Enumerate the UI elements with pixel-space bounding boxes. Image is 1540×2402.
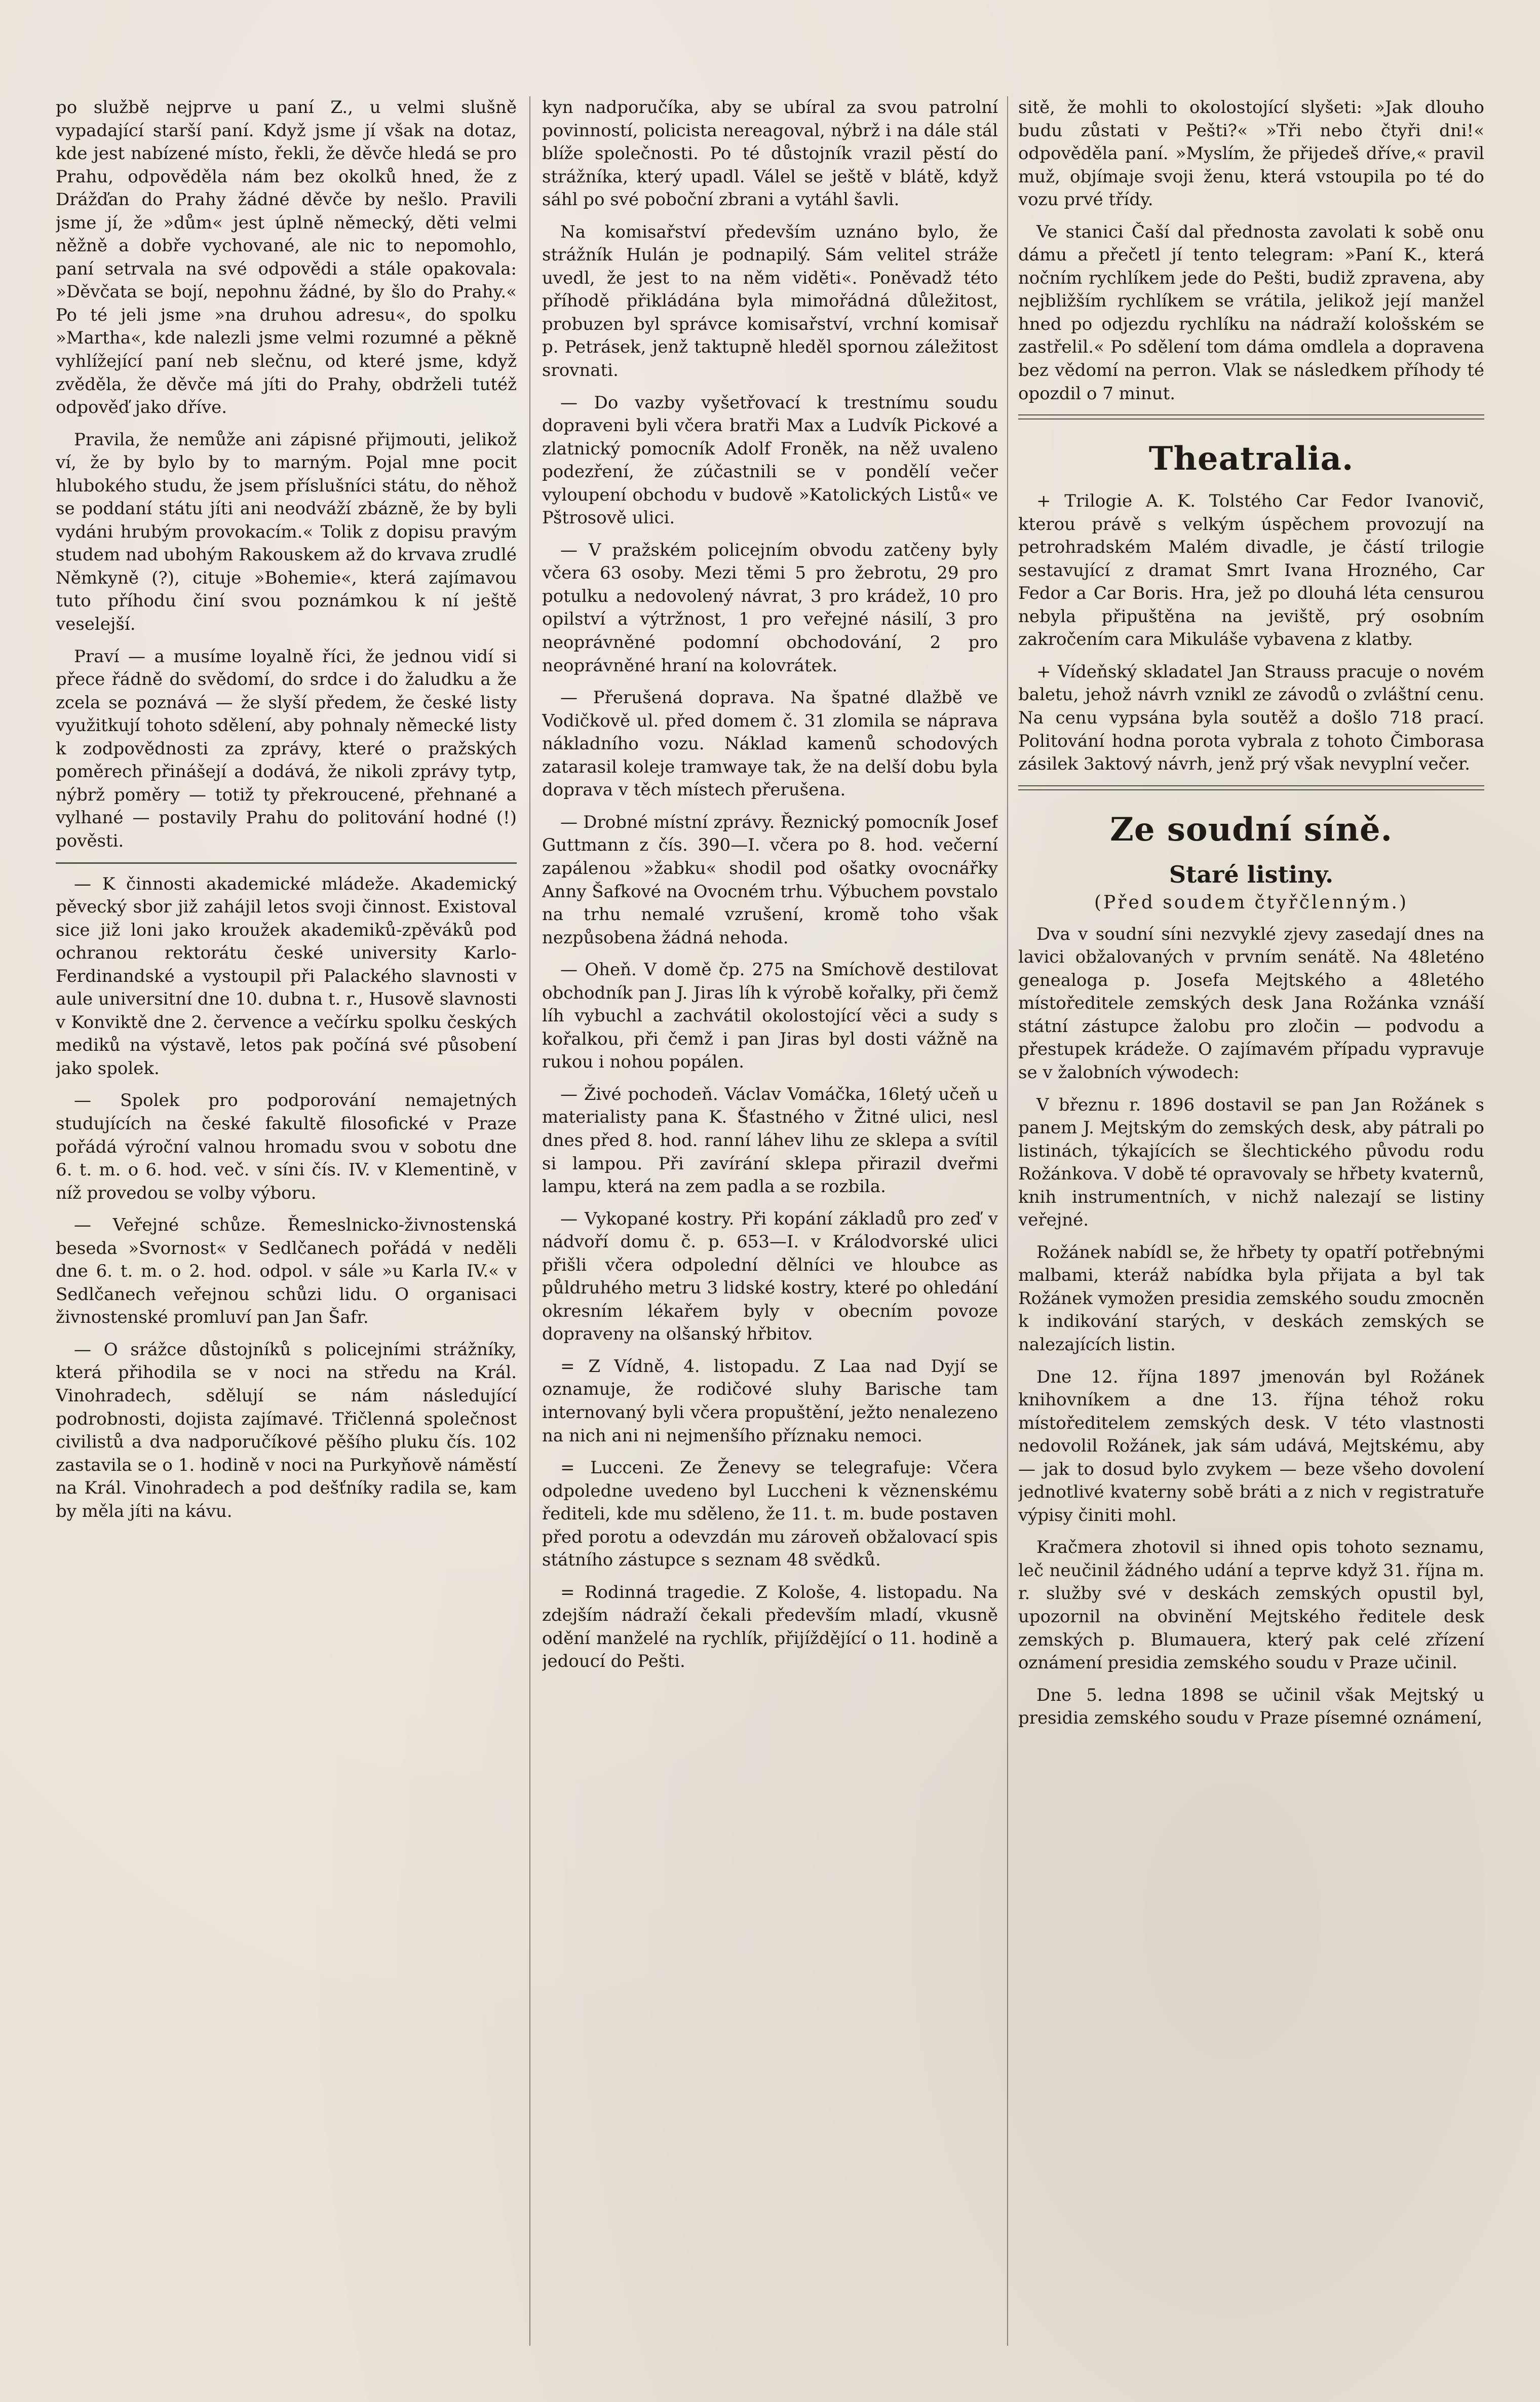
- paragraph: Na komisařství především uznáno bylo, že strážník Hulán je podnapilý. Sám velitel stráže uvedl, že jest to na něm viděti«. Poněvadž této příhodě přikládána byla mimořádná důležitost, probuzen byl správce komisařství, vrchní komisař p. Petrásek, jenž taktupně hleděl spornou záležitost srovnati.: [542, 221, 998, 381]
- article-title: Staré listiny.: [1169, 860, 1334, 888]
- paragraph: sitě, že mohli to okolostojící slyšeti: »Jak dlouho budu zůstati v Pešti?« »Tři nebo čtyři dni!« odpověděla paní. »Myslím, že přijedeš dříve,« pravil muž, objímaje svoji ženu, která vstoupila po té do vozu prvé třídy.: [1018, 97, 1484, 210]
- paragraph: — Vykopané kostry. Při kopání základů pro zeď v nádvoří domu č. p. 653—I. v Králodvorské ulici přišli včera odpolední dělníci ve hloubce as půldruhého metru 3 lidské kostry, které po ohledání okresním lékařem byly v obecním povoze dopraveny na olšanský hřbitov.: [542, 1208, 998, 1345]
- paragraph: — Živé pochodeň. Václav Vomáčka, 16letý učeň u materialisty pana K. Šťastného v Žitné ulici, nesl dnes před 8. hod. ranní láhev lihu ze sklepa a svítil si lampou. Při zavírání sklepa přirazil dveřmi lampu, která na zem padla a se rozbila.: [542, 1084, 998, 1197]
- column-rule: [529, 96, 530, 2346]
- paragraph: Dne 5. ledna 1898 se učinil však Mejtský u presidia zemského soudu v Praze písemné oznámení,: [1018, 1685, 1484, 1729]
- paragraph: — Do vazby vyšetřovací k trestnímu soudu dopraveni byli včera bratři Max a Ludvík Pickové a zlatnický pomocník Adolf Froněk, na něž uvaleno podezření, že zúčastnili se v pondělí večer vyloupení obchodu v budově »Katolických Listů« ve Pštrosově ulici.: [542, 392, 998, 528]
- paragraph: — Oheň. V domě čp. 275 na Smíchově destilovat obchodník pan J. Jiras líh k výrobě kořalky, při čemž líh vybuchl a zachvátil okolostojící věci a sudy s kořalkou, při čemž i pan Jiras byl dosti vážně na rukou i nohou popálen.: [542, 960, 998, 1073]
- paragraph: = Rodinná tragedie. Z Kološe, 4. listopadu. Na zdejším nádraží čekali především mladí, vkusně odění manželé na rychlík, přijíždějící o 11. hodině a jedoucí do Pešti.: [542, 1582, 998, 1672]
- paragraph: — Drobné místní zprávy. Řeznický pomocník Josef Guttmann z čís. 390—I. včera po 8. hod. večerní zapálenou »žabku« shodil pod ošatky ovocnářky Anny Šafkové na Ovocném trhu. Výbuchem povstalo na trhu nemalé vzrušení, kromě toho však nezpůsobena žádná nehoda.: [542, 812, 998, 948]
- paragraph: Dva v soudní síni nezvyklé zjevy zasedají dnes na lavici obžalovaných v prvním senátě. Na 48leténo genealoga p. Josefa Mejtského a 48letého místoředitele zemských desk Jana Rožánka vznáší státní zástupce žalobu pro zločin — podvodu a přestupek krádeže. O zajímavém případu vypravuje se v žalobních výwodech:: [1018, 924, 1484, 1083]
- paragraph: = Z Vídně, 4. listopadu. Z Laa nad Dyjí se oznamuje, že rodičové sluhy Barische tam internovaný byli včera propuštění, ježto nenalezeno na nich ani ni nejmenšího příznaku nemoci.: [542, 1356, 998, 1446]
- section-title-court: Ze soudní síně.: [1110, 810, 1393, 849]
- paragraph: + Vídeňský skladatel Jan Strauss pracuje o novém baletu, jehož návrh vznikl ze závodů o zvláštní cenu. Na cenu vypsána byla soutěž a došlo 718 prací. Politování hodna porota vybrala z tohoto Čimborasa zásilek 3aktový návrh, jenž prý však nevyplní večer.: [1018, 661, 1484, 775]
- paragraph: kyn nadporučíka, aby se ubíral za svou patrolní povinností, policista nereagoval, nýbrž i na dále stál blíže společnosti. Po té důstojník vrazil pěstí do strážníka, který upadl. Válel se ještě v blátě, když sáhl po své poboční zbrani a vytáhl šavli.: [542, 97, 998, 210]
- column-middle: [542, 96, 998, 2346]
- paragraph: — Přerušená doprava. Na špatné dlažbě ve Vodičkově ul. před domem č. 31 zlomila se náprava nákladního vozu. Náklad kamenů schodových zatarasil koleje tramwaye tak, že na delší dobu byla doprava v těch místech přerušena.: [542, 688, 998, 800]
- column-right: [1018, 96, 1484, 2346]
- divider: [1018, 414, 1484, 420]
- paragraph: Dne 12. října 1897 jmenován byl Rožánek knihovníkem a dne 13. října téhož roku místoředitelem zemských desk. V této vlastnosti nedovolil Rožánek, jak sám udává, Mejtskému, aby — jak to dosud bylo zvykem — beze všeho dovolení jednotlivé kvaterny sobě bráti a z nich v registratuře výpisy činiti mohl.: [1018, 1366, 1484, 1526]
- paragraph: Ve stanici Čaší dal přednosta zavolati k sobě onu dámu a přečetl jí tento telegram: »Paní K., která nočním rychlíkem jede do Pešti, budiž zpravena, aby nejbližším rychlíkem se vrátila, jelikož její manžel hned po odjezdu rychlíku na nádraží kološském se zastřelil.« Po sdělení tom dáma omdlela a dopravena bez vědomí na perron. Vlak se následkem příhody té opozdil o 7 minut.: [1018, 221, 1484, 404]
- column-left: [56, 96, 517, 2346]
- divider: [1018, 785, 1484, 790]
- paragraph: — O srážce důstojníků s policejními strážníky, která přihodila se v noci na středu na Král. Vinohradech, sdělují se nám následující podrobnosti, dojista zajímavé. Třičlenná společnost civilistů a dva nadporučíkové pěšího pluku čís. 102 zastavila se o 1. hodině v noci na Purkyňově náměstí na Král. Vinohradech a pod dešťníky radila se, kam by měla jíti na kávu.: [56, 1339, 517, 1521]
- paragraph: Rožánek nabídl se, že hřbety ty opatří potřebnými malbami, kteráž nabídka byla přijata a byl tak Rožánek vymožen presidia zemského soudu zmocněn k indikování starých, v deskách zemských se nalezajících listin.: [1018, 1242, 1484, 1355]
- paragraph: V březnu r. 1896 dostavil se pan Jan Rožánek s panem J. Mejtským do zemských desk, aby pátrali po listinách, týkajících se šlechtického původu rodu Rožánkova. V době té opravovaly se hřbety kvaternů, knih instrumentních, v nichž nalezají se listiny veřejné.: [1018, 1094, 1484, 1231]
- paragraph: = Lucceni. Ze Ženevy se telegrafuje: Včera odpoledne uvedeno byl Luccheni k věznenskému řediteli, kde mu sděleno, že 11. t. m. bude postaven před porotu a odevzdán mu zároveň obžalovací spis státního zástupce s seznam 48 svědků.: [542, 1458, 998, 1571]
- divider: [56, 862, 517, 864]
- article-subtitle: (Před soudem čtyřčlenným.): [1094, 892, 1409, 913]
- section-title-theatralia: Theatralia.: [1148, 440, 1354, 478]
- paragraph: — V pražském policejním obvodu zatčeny byly včera 63 osoby. Mezi těmi 5 pro žebrotu, 29 pro potulku a nedovolený návrat, 3 pro krádež, 10 pro opilství a výtržnost, 1 pro veřejné násilí, 3 pro neoprávněné podomní obchodování, 2 pro neoprávněné hraní na kolovrátek.: [542, 540, 998, 676]
- paragraph: Pravila, že nemůže ani zápisné přijmouti, jelikož ví, že by bylo by to marným. Pojal mne pocit hlubokého studu, že jsem příslušníci státu, do něhož se poddaní státu jíti ani neodváží zbázně, že by byli vydáni hrubým provokacím.« Tolik z dopisu pravým studem nad ubohým Rakouskem až do krvava zrudlé Němkyně (?), cituje »Bohemie«, která zajímavou tuto příhodu činí svou poznámkou k ní ještě veselejší.: [56, 429, 517, 635]
- paragraph: Kračmera zhotovil si ihned opis tohoto seznamu, leč neučinil žádného udání a teprve když 31. října m. r. služby své v deskách zemských opustil byl, upozornil na obvinění Mejtského ředitele desk zemských p. Blumauera, který pak celé zřízení oznámení presidia zemského soudu v Praze učinil.: [1018, 1537, 1484, 1673]
- paragraph: — K činnosti akademické mládeže. Akademický pěvecký sbor již zahájil letos svoji činnost. Existoval sice již loni jako kroužek akademiků-zpěváků pod ochranou rektorátu české university Karlo-Ferdinandské a vystoupil při Palackého slavnosti v aule universitní dne 10. dubna t. r., Husově slavnosti v Konviktě dne 2. července a večírku spolku českých mediků na výstavě, letos pak počíná své působení jako spolek.: [56, 873, 517, 1079]
- paragraph: Praví — a musíme loyalně říci, že jednou vidí si přece řádně do svědomí, do srdce i do žaludku a že zcela se poznává — že slyší předem, že české listy využitkují tohoto sdělení, aby pohnaly německé listy k zodpovědnosti za zprávy, které o pražských poměrech přinášejí a dodává, že nikoli zprávy tytp, nýbrž poměry — totiž ty překroucené, přehnané a vylhané — postavily Prahu do politování hodné (!) pověsti.: [56, 646, 517, 851]
- column-rule: [1007, 96, 1008, 2346]
- paragraph: — Spolek pro podporování nemajetných studujících na české fakultě filosofické v Praze pořádá výroční valnou hromadu svou v sobotu dne 6. t. m. o 6. hod. več. v síni čís. IV. v Klementině, v níž provedou se volby výboru.: [56, 1090, 517, 1203]
- paragraph: + Trilogie A. K. Tolstého Car Fedor Ivanovič, kterou právě s velkým úspěchem provozují na petrohradském Malém divadle, je částí trilogie sestavující z dramat Smrt Ivana Hrozného, Car Fedor a Car Boris. Hra, jež po dlouhá léta censurou nebyla připuštěna na jeviště, prý osobním zakročením cara Mikuláše vybavena z klatby.: [1018, 491, 1484, 650]
- paragraph: po službě nejprve u paní Z., u velmi slušně vypadající starší paní. Když jsme jí však na dotaz, kde jest nabízené místo, řekli, že děvče hledá se pro Prahu, odpověděla nám bez okolků hned, že z Drážďan do Prahy žádné děvče by nešlo. Pravili jsme jí, že »dům« jest úplně německý, děti velmi něžně a dobře vychované, ale nic to nepomohlo, paní setrvala na své odpovědi a stále opakovala: »Děvčata se bojí, nepohnu žádné, by šlo do Prahy.« Po té jeli jsme »na druhou adresu«, do spolku »Martha«, kde nalezli jsme velmi rozumné a pěkně vyhlížející paní neb slečnu, od které jsme, když zvěděla, že děvče má jíti do Prahy, obdrželi tutéž odpověď jako dříve.: [56, 97, 517, 418]
- paragraph: — Veřejné schůze. Řemeslnicko-živnostenská beseda »Svornost« v Sedlčanech pořádá v neděli dne 6. t. m. o 2. hod. odpol. v sále »u Karla IV.« v Sedlčanech veřejnou schůzi lidu. O organisaci živnostenské promluví pan Jan Šafr.: [56, 1215, 517, 1328]
